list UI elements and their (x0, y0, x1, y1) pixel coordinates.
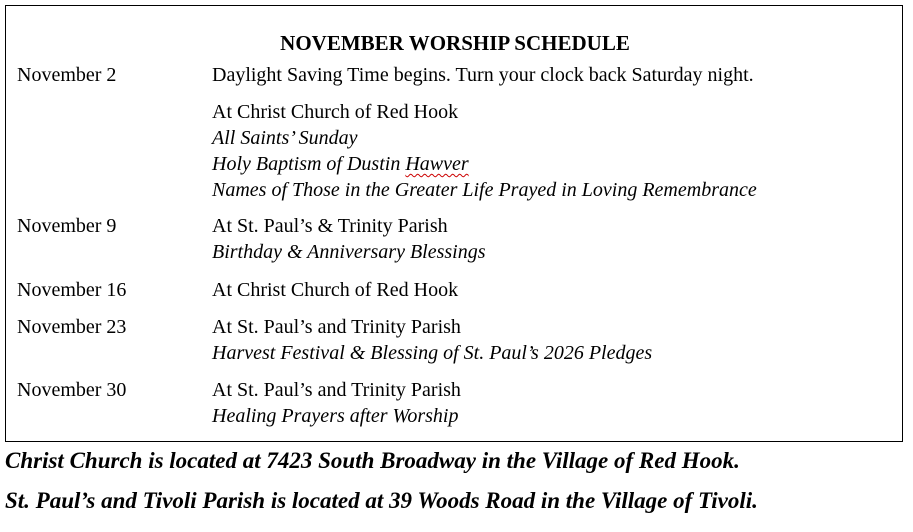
schedule-entries (212, 377, 892, 429)
baptism-name: Hawver (405, 153, 469, 175)
schedule-location: At St. Paul’s and Trinity Parish (212, 379, 461, 401)
schedule-location: At Christ Church of Red Hook (212, 101, 459, 123)
baptism-prefix: Holy Baptism of Dustin (212, 153, 406, 175)
schedule-entries (212, 314, 892, 366)
schedule-date: November 9 (17, 215, 117, 237)
schedule-location: At Christ Church of Red Hook (212, 279, 459, 301)
schedule-note: Harvest Festival & Blessing of St. Paul’s 2026 Pledges (212, 342, 653, 364)
schedule-title: NOVEMBER WORSHIP SCHEDULE (280, 31, 630, 55)
schedule-location: At St. Paul’s and Trinity Parish (212, 316, 461, 338)
schedule-notice: Daylight Saving Time begins. Turn your clock back Saturday night. (212, 64, 754, 86)
schedule-note: All Saints’ Sunday (212, 127, 358, 149)
schedule-note: Healing Prayers after Worship (212, 405, 459, 427)
schedule-note: Birthday & Anniversary Blessings (212, 241, 486, 263)
schedule-entries (212, 277, 892, 303)
st-pauls-location: St. Paul’s and Tivoli Parish is located at 39 Woods Road in the Village of Tivoli. (5, 488, 758, 513)
schedule-date: November 2 (17, 64, 117, 86)
schedule-entries (212, 213, 892, 265)
schedule-location: At St. Paul’s & Trinity Parish (212, 215, 448, 237)
schedule-date: November 23 (17, 316, 127, 338)
schedule-date: November 30 (17, 379, 127, 401)
schedule-date: November 16 (17, 279, 127, 301)
christ-church-location: Christ Church is located at 7423 South Broadway in the Village of Red Hook. (5, 448, 740, 473)
schedule-note-baptism (212, 151, 892, 177)
schedule-entries (212, 62, 892, 203)
schedule-note: Names of Those in the Greater Life Prayed in Loving Remembrance (212, 179, 757, 201)
schedule-box (5, 5, 903, 442)
